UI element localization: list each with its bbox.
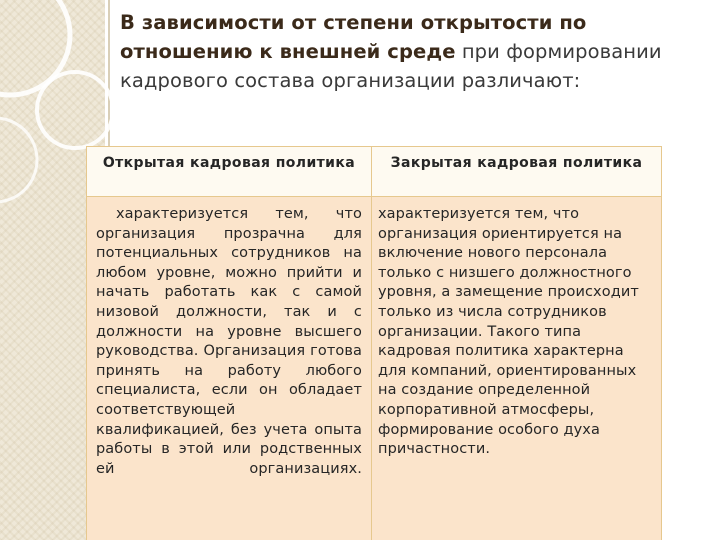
table-row xyxy=(87,197,662,540)
header-closed-policy: Закрытая кадровая политика xyxy=(372,147,662,197)
table-header-row xyxy=(87,147,662,197)
header-open-policy: Открытая кадровая политика xyxy=(87,147,372,197)
slide-title xyxy=(120,8,710,95)
cell-closed-policy-description: характеризуется тем, что организация ориентируется на включение нового персонала только с низшего должностного уровня, а замещение происходит только из числа сотрудников организации. Такого типа кадровая политика характерна для компаний, ориентированных на создание определенной корпоративной атмосферы, формирование особого духа причастности. xyxy=(372,197,662,540)
cell-open-policy-description: характеризуется тем, что организация прозрачна для потенциальных сотрудников на любом уровне, можно прийти и начать работать как с самой низовой должности, так и с должности на уровне высшего руководства. Организация готова принять на работу любого специалиста, если он обладает соответствующей квалификацией, без учета опыта работы в этой или родственных ей организациях. xyxy=(87,197,372,540)
policy-comparison-table xyxy=(86,146,662,540)
slide-title-bold: В зависимости от степени открытости по отношению к внешней среде xyxy=(120,11,587,63)
slide-title-normal: при формировании кадрового состава организации различают: xyxy=(120,40,662,92)
